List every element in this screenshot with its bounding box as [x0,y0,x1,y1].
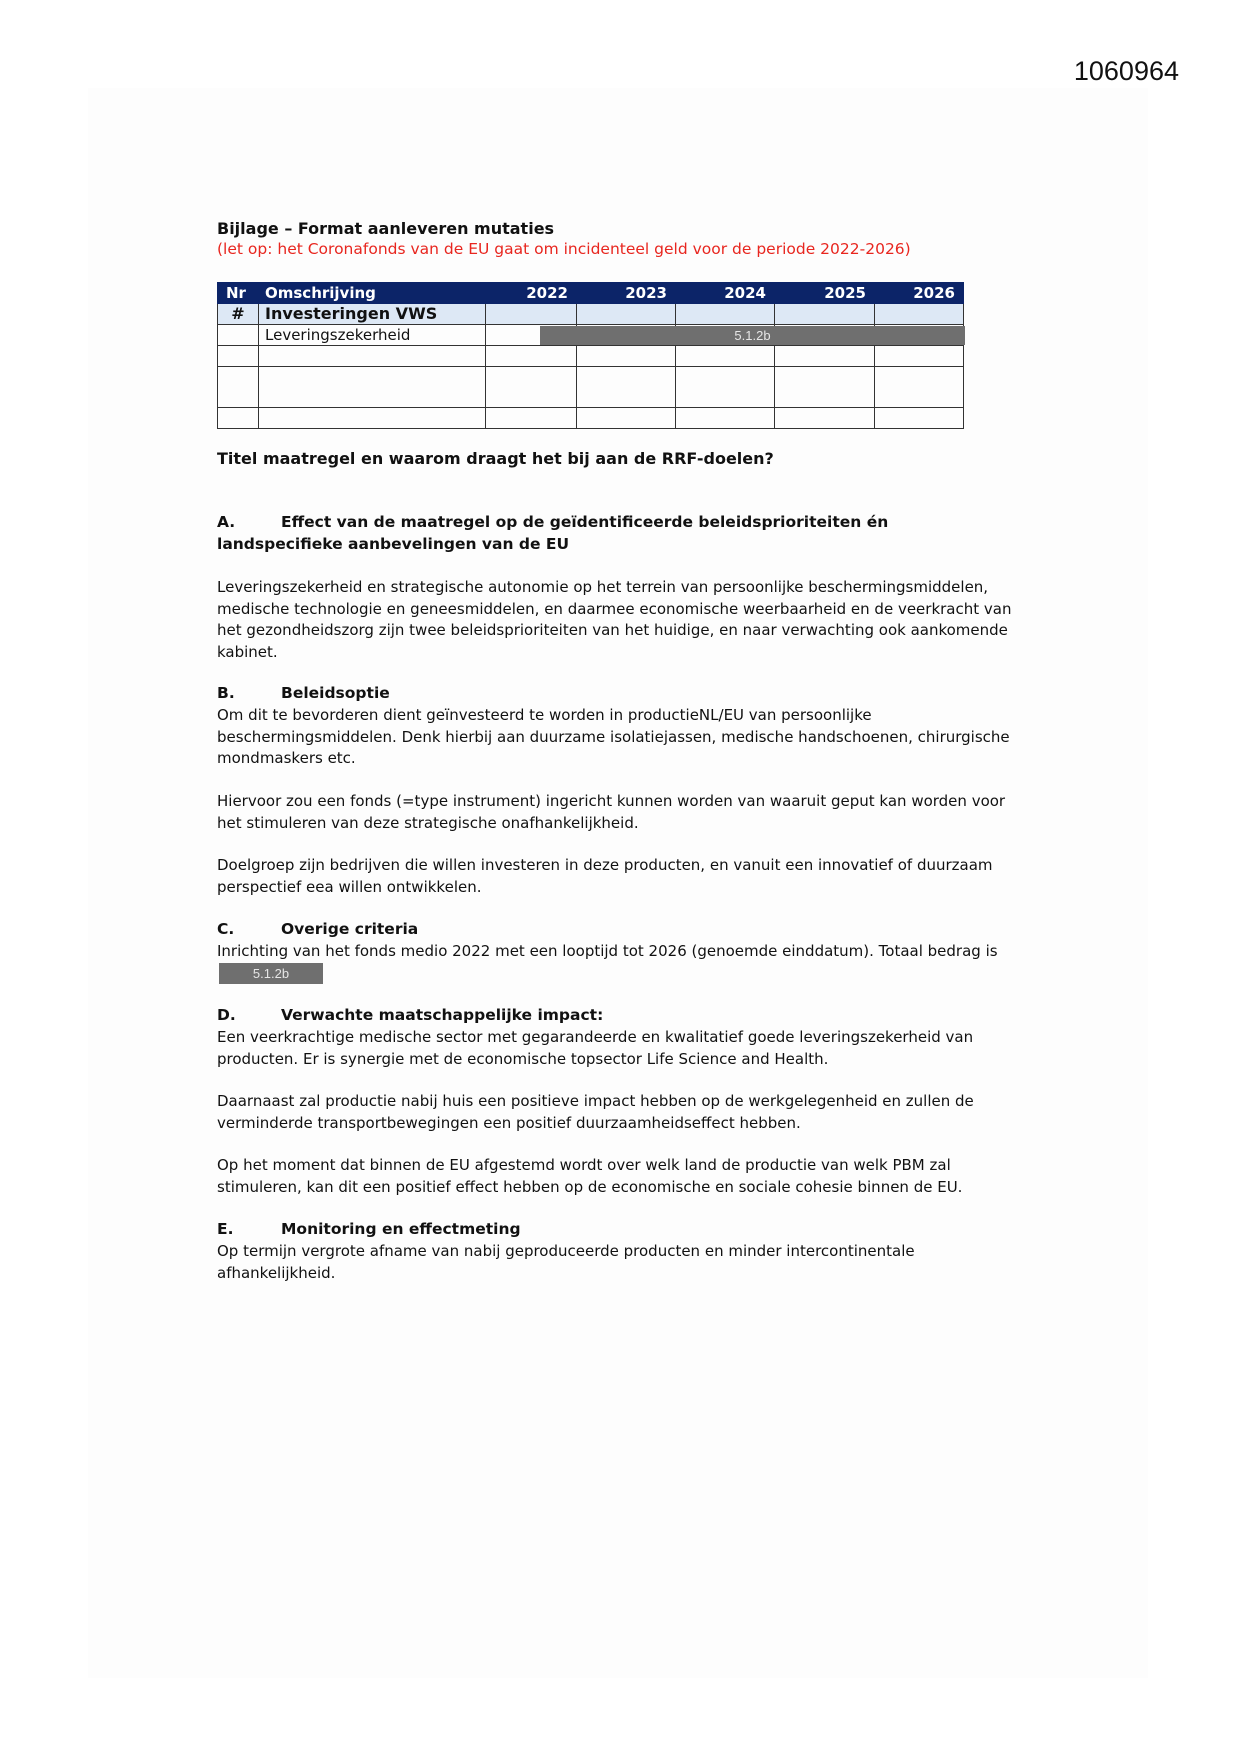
section-c-text: Inrichting van het fonds medio 2022 met een looptijd tot 2026 (genoemde einddatum). Totaal bedrag is [217,942,998,960]
section-a-title-line1: Effect van de maatregel op de geïdentificeerde beleidsprioriteiten én [281,513,889,531]
group-nr: # [218,304,259,325]
redaction-bar-amount: 5.1.2b [219,963,323,984]
table-cell [486,367,577,408]
table-row [218,367,964,408]
section-b-heading [217,684,390,702]
column-header-nr: Nr [218,283,259,304]
table-cell [775,346,875,367]
section-b-letter: B. [217,684,235,702]
section-b-paragraph-3: Doelgroep zijn bedrijven die willen investeren in deze producten, en vanuit een innovatief of duurzaam perspectief eea willen ontwikkelen. [217,856,993,896]
section-a-heading [217,513,888,531]
table-cell [676,304,775,325]
document-note: (let op: het Coronafonds van de EU gaat om incidenteel geld voor de periode 2022-2026) [217,240,911,258]
section-a-paragraph: Leveringszekerheid en strategische autonomie op het terrein van persoonlijke beschermingsmiddelen, medische technologie en geneesmiddelen, en daarmee economische weerbaarheid en de veerkracht van het gezondheidszorg zijn twee beleidsprioriteiten van het huidige, en naar verwachting ook aankomende kabinet. [217,578,1012,661]
section-d-title: Verwachte maatschappelijke impact: [281,1006,604,1024]
table-cell [577,367,676,408]
item-nr [218,325,259,346]
table-cell [775,367,875,408]
section-c-title: Overige criteria [281,920,419,938]
column-header-2023: 2023 [577,283,676,304]
section-e-heading [217,1220,521,1238]
redaction-bar-table: 5.1.2b [540,326,965,345]
document-title: Bijlage – Format aanleveren mutaties [217,219,555,238]
table-cell [775,304,875,325]
document-number: 1060964 [1073,56,1179,86]
table-cell [259,408,486,429]
table-cell [259,367,486,408]
section-d-paragraph-1: Een veerkrachtige medische sector met gegarandeerde en kwalitatief goede leveringszekerheid van producten. Er is synergie met de economische topsector Life Science and Health. [217,1028,974,1068]
section-e-title: Monitoring en effectmeting [281,1220,521,1238]
table-cell [875,346,964,367]
measure-question: Titel maatregel en waarom draagt het bij aan de RRF-doelen? [217,449,774,468]
mutations-table [217,282,964,429]
table-cell [218,408,259,429]
table-cell [676,346,775,367]
table-cell [676,367,775,408]
table-cell [259,346,486,367]
table-row [218,408,964,429]
section-b-paragraph-1: Om dit te bevorderen dient geïnvesteerd te worden in productieNL/EU van persoonlijke beschermingsmiddelen. Denk hierbij aan duurzame isolatiejassen, medische handschoenen, chirurgische mondmaskers etc. [217,706,1010,767]
section-a-letter: A. [217,513,236,531]
table-row [218,304,964,325]
table-cell [486,346,577,367]
table-cell [676,408,775,429]
column-header-omschrijving: Omschrijving [259,283,486,304]
group-label: Investeringen VWS [259,304,486,325]
table-cell [775,408,875,429]
table-header-row [218,283,964,304]
item-label: Leveringszekerheid [259,325,486,346]
table-cell [486,304,577,325]
table-cell [486,408,577,429]
section-a-heading-line2: landspecifieke aanbevelingen van de EU [217,535,570,553]
section-c-letter: C. [217,920,235,938]
section-b-paragraph-2: Hiervoor zou een fonds (=type instrument) ingericht kunnen worden van waaruit geput kan worden voor het stimuleren van deze strategische onafhankelijkheid. [217,792,1006,832]
table-cell [577,408,676,429]
section-d-paragraph-3: Op het moment dat binnen de EU afgestemd wordt over welk land de productie van welk PBM zal stimuleren, kan dit een positief effect hebben op de economische en sociale cohesie binnen de EU. [217,1156,963,1196]
table-cell [218,346,259,367]
table-cell [875,367,964,408]
section-d-paragraph-2: Daarnaast zal productie nabij huis een positieve impact hebben op de werkgelegenheid en zullen de verminderde transportbewegingen een positief duurzaamheidseffect hebben. [217,1092,974,1132]
section-d-heading [217,1006,603,1024]
section-c-paragraph [217,941,1017,984]
table-cell [577,304,676,325]
section-e-paragraph: Op termijn vergrote afname van nabij geproduceerde producten en minder intercontinentale afhankelijkheid. [217,1242,915,1282]
column-header-2024: 2024 [676,283,775,304]
column-header-2025: 2025 [775,283,875,304]
table-cell [875,408,964,429]
section-c-heading [217,920,418,938]
table-cell [577,346,676,367]
table-row [218,346,964,367]
table-cell [218,367,259,408]
section-b-title: Beleidsoptie [281,684,390,702]
section-e-letter: E. [217,1220,234,1238]
table-cell [875,304,964,325]
column-header-2022: 2022 [486,283,577,304]
section-d-letter: D. [217,1006,236,1024]
column-header-2026: 2026 [875,283,964,304]
